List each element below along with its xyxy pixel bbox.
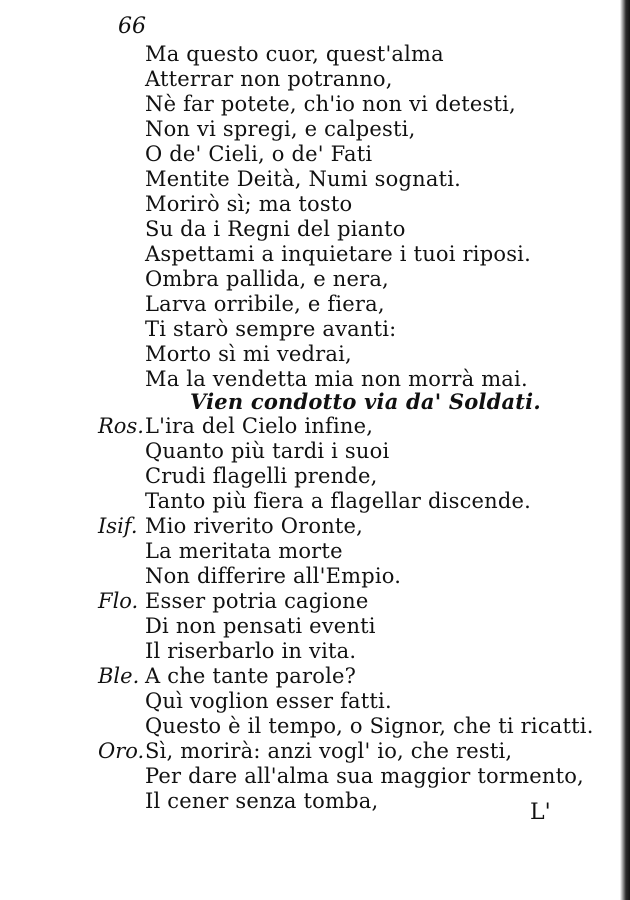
stage-direction: Vien condotto via da' Soldati. <box>190 389 541 414</box>
verse-line: Crudi flagelli prende, <box>145 464 378 488</box>
verse-line: Atterrar non potranno, <box>145 67 393 91</box>
verse-line: La meritata morte <box>145 539 343 563</box>
verse-line: Non differire all'Empio. <box>145 564 402 588</box>
speaker-ble: Ble. <box>98 664 140 688</box>
verse-line: Larva orribile, e fiera, <box>145 292 385 316</box>
verse-line: Morto sì mi vedrai, <box>145 342 352 366</box>
verse-line: Mio riverito Oronte, <box>145 514 364 538</box>
verse-line: Sì, morirà: anzi vogl' io, che resti, <box>145 739 513 763</box>
verse-line: Quì voglion esser fatti. <box>145 689 392 713</box>
verse-line: Tanto più fiera a flagellar discende. <box>145 489 532 513</box>
speaker-oro: Oro. <box>98 739 145 763</box>
speaker-ros: Ros. <box>98 414 144 438</box>
verse-line: A che tante parole? <box>145 664 357 688</box>
verse-line: Il riserbarlo in vita. <box>145 639 357 663</box>
verse-line: Non vi spregi, e calpesti, <box>145 117 416 141</box>
verse-line: Su da i Regni del pianto <box>145 217 406 241</box>
verse-line: Aspettami a inquietare i tuoi riposi. <box>145 242 531 266</box>
verse-line: Di non pensati eventi <box>145 614 376 638</box>
verse-line: Nè far potete, ch'io non vi detesti, <box>145 92 516 116</box>
verse-line: Mentite Deità, Numi sognati. <box>145 167 461 191</box>
speaker-isif: Isif. <box>98 514 138 538</box>
verse-line: Per dare all'alma sua maggior tormento, <box>145 764 584 788</box>
verse-line: Esser potria cagione <box>145 589 369 613</box>
verse-line: L'ira del Cielo infine, <box>145 414 374 438</box>
catchword: L' <box>530 800 551 825</box>
page-edge-shadow <box>620 0 630 900</box>
verse-line: Ma questo cuor, quest'alma <box>145 42 444 66</box>
verse-line: Ti starò sempre avanti: <box>145 317 397 341</box>
page-number: 66 <box>118 14 146 39</box>
verse-line: Quanto più tardi i suoi <box>145 439 390 463</box>
speaker-flo: Flo. <box>98 589 139 613</box>
verse-line: Il cener senza tomba, <box>145 789 379 813</box>
verse-line: O de' Cieli, o de' Fati <box>145 142 373 166</box>
verse-line: Questo è il tempo, o Signor, che ti ricatti. <box>145 714 594 738</box>
verse-line: Ombra pallida, e nera, <box>145 267 389 291</box>
verse-line: Morirò sì; ma tosto <box>145 192 353 216</box>
verse-line: Ma la vendetta mia non morrà mai. <box>145 367 528 391</box>
